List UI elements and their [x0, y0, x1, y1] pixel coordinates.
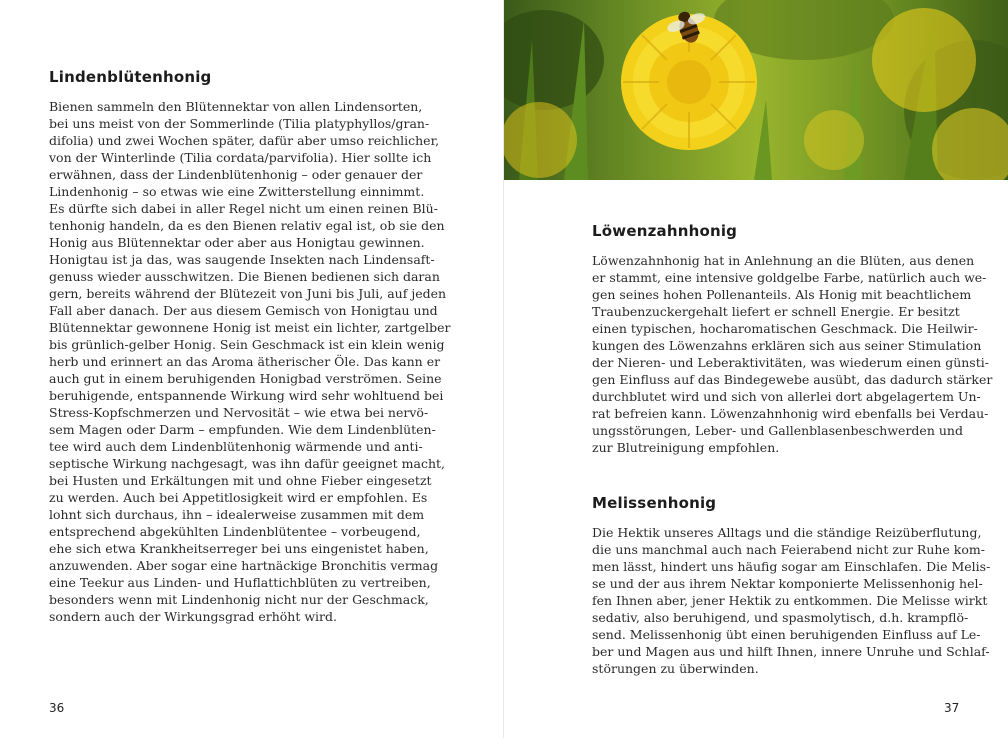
dandelion-with-bee-photo — [504, 0, 1008, 180]
text-line: Bienen sammeln den Blütennektar von allen Lindensorten, — [49, 99, 423, 114]
text-line: Löwenzahnhonig hat in Anlehnung an die Blüten, aus denen — [592, 253, 975, 268]
text-line: gern, bereits während der Blütezeit von Juni bis Juli, auf jeden — [49, 286, 447, 301]
section-heading-loewenzahnhonig: Löwenzahnhonig — [592, 222, 738, 240]
text-line: se und der aus ihrem Nektar komponierte Melissenhonig hel- — [592, 576, 983, 591]
text-line: tenhonig handeln, da es den Bienen relativ egal ist, ob sie den — [49, 218, 445, 233]
text-line: er stammt, eine intensive goldgelbe Farbe, natürlich auch we- — [592, 270, 987, 285]
text-line: sondern auch der Wirkungsgrad erhöht wird. — [49, 609, 338, 624]
text-line: Die Hektik unseres Alltags und die ständige Reizüberflutung, — [592, 525, 982, 540]
text-line: Fall aber danach. Der aus diesem Gemisch von Honigtau und — [49, 303, 438, 318]
page-number-right: 37 — [944, 701, 960, 715]
text-line: ber und Magen aus und hilft Ihnen, innere Unruhe und Schlaf- — [592, 644, 990, 659]
text-line: störungen zu überwinden. — [592, 661, 759, 676]
text-line: bis grünlich-gelber Honig. Sein Geschmack ist ein klein wenig — [49, 337, 445, 352]
text-line: Lindenhonig – so etwas wie eine Zwitterstellung einnimmt. — [49, 184, 425, 199]
text-line: gen seines hohen Pollenanteils. Als Honig mit beachtlichem — [592, 287, 972, 302]
text-line: auch gut in einem beruhigenden Honigbad verströmen. Seine — [49, 371, 442, 386]
text-line: zur Blutreinigung empfohlen. — [592, 440, 780, 455]
text-line: einen typischen, hocharomatischen Geschmack. Die Heilwir- — [592, 321, 978, 336]
text-line: erwähnen, dass der Lindenblütenhonig – oder genauer der — [49, 167, 423, 182]
text-line: entsprechend abgekühlten Lindenblütentee – vorbeugend, — [49, 524, 421, 539]
page-number-left: 36 — [49, 701, 65, 715]
text-line: Honigtau ist ja das, was saugende Insekten nach Lindensaft- — [49, 252, 435, 267]
text-line: send. Melissenhonig übt einen beruhigenden Einfluss auf Le- — [592, 627, 981, 642]
text-line: fen Ihnen aber, jener Hektik zu entkommen. Die Melisse wirkt — [592, 593, 988, 608]
section-heading-melissenhonig: Melissenhonig — [592, 494, 717, 512]
text-line: Stress-Kopfschmerzen und Nervosität – wie etwa bei nervö- — [49, 405, 429, 420]
text-line: eine Teekur aus Linden- und Huflattichblüten zu vertreiben, — [49, 575, 431, 590]
paragraph-lindenbluetenhonig — [49, 98, 451, 625]
paragraph-melissenhonig — [592, 524, 991, 677]
text-line: Blütennektar gewonnene Honig ist meist ein lichter, zartgelber — [49, 320, 451, 335]
text-line: ehe sich etwa Krankheitserreger bei uns eingenistet haben, — [49, 541, 429, 556]
text-line: men lässt, hindert uns häufig sogar am Einschlafen. Die Melis- — [592, 559, 991, 574]
text-line: tee wird auch dem Lindenblütenhonig wärmende und anti- — [49, 439, 423, 454]
text-line: Honig aus Blütennektar oder aber aus Honigtau gewinnen. — [49, 235, 425, 250]
text-line: Es dürfte sich dabei in aller Regel nicht um einen reinen Blü- — [49, 201, 438, 216]
text-line: beruhigende, entspannende Wirkung wird sehr wohltuend bei — [49, 388, 444, 403]
text-line: die uns manchmal auch nach Feierabend nicht zur Ruhe kom- — [592, 542, 985, 557]
text-line: sedativ, also beruhigend, und spasmolytisch, d.h. krampflö- — [592, 610, 969, 625]
text-line: kungen des Löwenzahns erklären sich aus seiner Stimulation — [592, 338, 982, 353]
text-line: difolia) und zwei Wochen später, dafür aber umso reichlicher, — [49, 133, 440, 148]
text-line: durchblutet wird und sich von allerlei dort abgelagertem Un- — [592, 389, 981, 404]
text-line: anzuwenden. Aber sogar eine hartnäckige Bronchitis vermag — [49, 558, 439, 573]
paragraph-loewenzahnhonig — [592, 252, 993, 456]
text-line: von der Winterlinde (Tilia cordata/parvifolia). Hier sollte ich — [49, 150, 432, 165]
text-line: Traubenzuckergehalt liefert er schnell Energie. Er besitzt — [592, 304, 960, 319]
text-line: der Nieren- und Leberaktivitäten, was wiederum einen günsti- — [592, 355, 989, 370]
text-line: rat befreien kann. Löwenzahnhonig wird ebenfalls bei Verdau- — [592, 406, 989, 421]
text-line: bei uns meist von der Sommerlinde (Tilia platyphyllos/gran- — [49, 116, 430, 131]
text-line: genuss wieder ausschwitzen. Die Bienen bedienen sich daran — [49, 269, 440, 284]
text-line: ungsstörungen, Leber- und Gallenblasenbeschwerden und — [592, 423, 963, 438]
text-line: gen Einfluss auf das Bindegewebe ausübt, das dadurch stärker — [592, 372, 993, 387]
text-line: zu werden. Auch bei Appetitlosigkeit wird er empfohlen. Es — [49, 490, 428, 505]
text-line: besonders wenn mit Lindenhonig nicht nur der Geschmack, — [49, 592, 429, 607]
text-line: septische Wirkung nachgesagt, was ihn dafür geeignet macht, — [49, 456, 446, 471]
right-page — [504, 0, 1008, 738]
text-line: lohnt sich durchaus, ihn – idealerweise zusammen mit dem — [49, 507, 425, 522]
section-heading-lindenbluetenhonig: Lindenblütenhonig — [49, 68, 212, 86]
text-line: bei Husten und Erkältungen mit und ohne Fieber eingesetzt — [49, 473, 432, 488]
text-line: herb und erinnert an das Aroma ätherischer Öle. Das kann er — [49, 354, 441, 369]
text-line: sem Magen oder Darm – empfunden. Wie dem Lindenblüten- — [49, 422, 436, 437]
